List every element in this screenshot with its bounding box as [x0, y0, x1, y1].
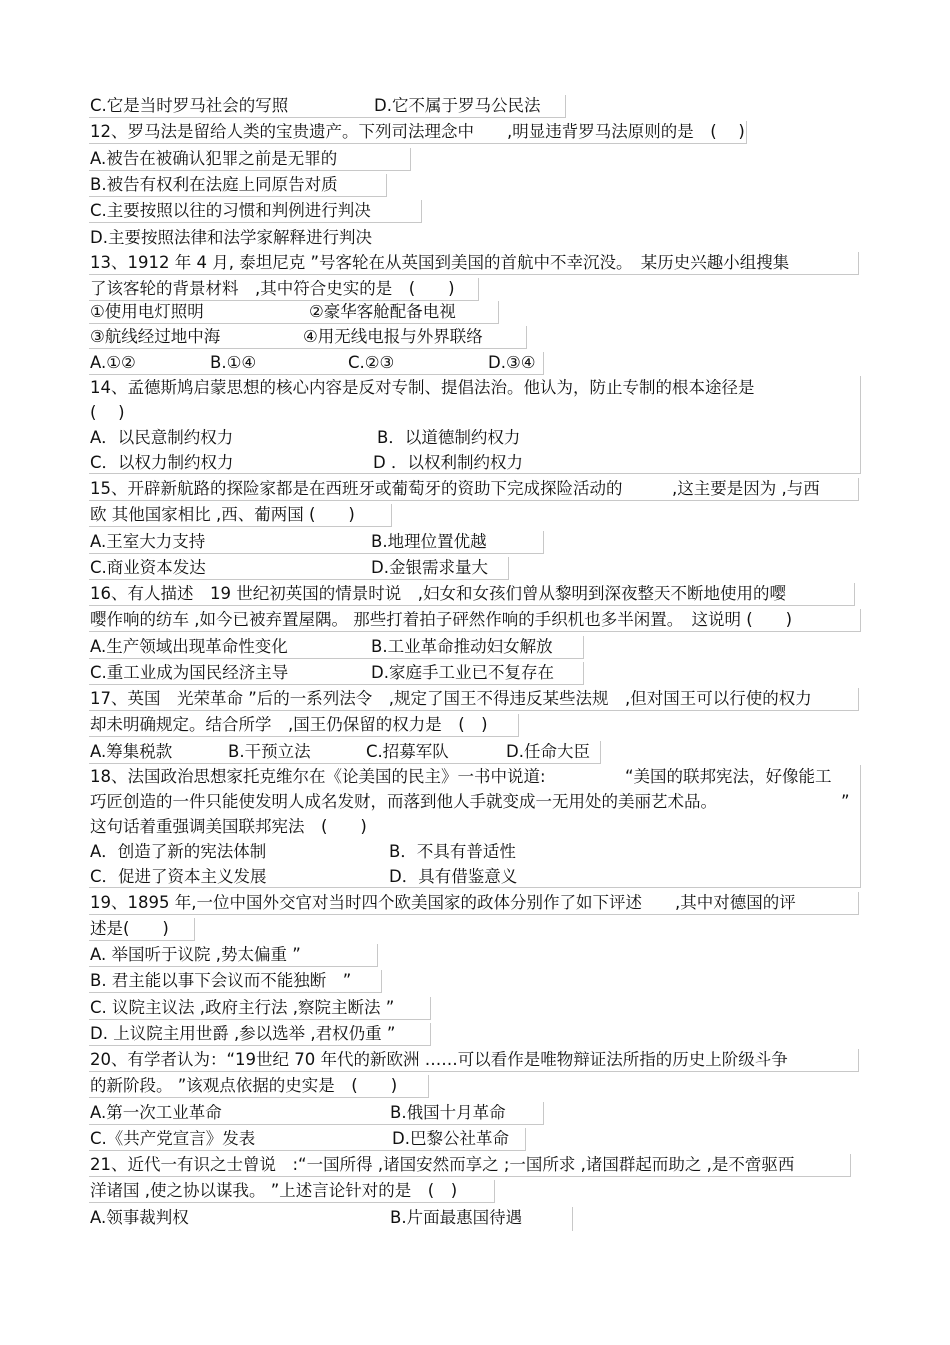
question-15-stem-line-2: 欧 其他国家相比 ,西、葡两国 ( ) — [89, 504, 392, 527]
question-17-stem-line-1: 17、英国 光荣革命 ”后的一系列法令 ,规定了国王不得违反某些法规 ,但对国王可以行使的权力 — [89, 688, 859, 711]
question-19-option-d: D. 上议院主用世爵 ,参以选举 ,君权仍重 ” — [89, 1023, 431, 1046]
question-16-options-ab — [89, 636, 584, 659]
option-d: D.它不属于罗马公民法 — [374, 96, 541, 115]
question-12-stem: 12、罗马法是留给人类的宝贵遗产。下列司法理念中 ,明显违背罗马法原则的是 ( ) — [89, 121, 747, 144]
option-c: C.招募军队 — [366, 742, 449, 761]
question-13-items-3-4 — [89, 326, 527, 349]
question-16-stem-line-1: 16、有人描述 19 世纪初英国的情景时说 ,妇女和女孩们曾从黎明到深夜整天不断地使用的嘤 — [89, 583, 855, 606]
option-b: B.地理位置优越 — [371, 532, 487, 551]
option-c: C.②③ — [348, 353, 395, 372]
stem-part-1: 18、法国政治思想家托克维尔在《论美国的民主》一书中说道: — [90, 767, 546, 786]
option-d: D.家庭手工业已不复存在 — [371, 663, 554, 682]
question-14-stem-line-2: ( ) — [90, 403, 125, 422]
question-15-options-cd — [89, 557, 509, 580]
q11-options-cd — [89, 95, 566, 118]
option-d: D.巴黎公社革命 — [392, 1129, 509, 1148]
question-16-options-cd — [89, 662, 584, 685]
option-a: A.筹集税款 — [90, 742, 173, 761]
item-2: ②豪华客舱配备电视 — [309, 302, 456, 321]
option-c: C.《共产党宣言》发表 — [90, 1129, 256, 1148]
option-b: B.①④ — [210, 353, 257, 372]
question-20-stem-line-1: 20、有学者认为：“19世纪 70 年代的新欧洲 ……可以看作是唯物辩证法所指的历史上阶级斗争 — [89, 1049, 859, 1072]
option-d: D．具有借鉴意义 — [389, 867, 518, 886]
question-13-options — [89, 352, 544, 375]
item-3: ③航线经过地中海 — [90, 327, 221, 346]
option-d: D ．以权利制约权力 — [373, 453, 523, 472]
option-a: A.第一次工业革命 — [90, 1103, 222, 1122]
question-19-stem-line-2: 述是( ) — [89, 918, 195, 941]
option-d: D.任命大臣 — [506, 742, 590, 761]
question-13-stem-line-2: 了该客轮的背景材料 ,其中符合史实的是 ( ) — [89, 278, 479, 301]
stem-part-1: 巧匠创造的一件只能使发明人成名发财，而落到他人手就变成一无用处的美丽艺术品。 — [90, 792, 717, 811]
question-21-stem-line-1: 21、近代一有识之士曾说 :“一国所得 ,诸国安然而享之 ;一国所求 ,诸国群起而助之 ,是不啻驱西 — [89, 1154, 851, 1177]
option-d: D.③④ — [488, 353, 536, 372]
option-c: C.商业资本发达 — [90, 558, 206, 577]
question-20-stem-line-2: 的新阶段。 ”该观点依据的史实是 ( ) — [89, 1075, 429, 1098]
option-b: B.干预立法 — [228, 742, 311, 761]
option-a: A.领事裁判权 — [90, 1208, 189, 1227]
option-c: C．以权力制约权力 — [90, 453, 234, 472]
question-21-options-ab — [89, 1207, 573, 1231]
option-b: B.片面最惠国待遇 — [390, 1208, 523, 1227]
option-a: A．创造了新的宪法体制 — [90, 842, 267, 861]
question-13-stem-line-1: 13、1912 年 4 月, 泰坦尼克 ”号客轮在从英国到美国的首航中不幸沉没。 某历史兴趣小组搜集 — [89, 252, 859, 275]
option-c: C．促进了资本主义发展 — [90, 867, 267, 886]
option-d: D.金银需求量大 — [371, 558, 488, 577]
option-b: B.俄国十月革命 — [390, 1103, 506, 1122]
question-12-option-c: C.主要按照以往的习惯和判例进行判决 — [89, 200, 422, 223]
stem-part-2: ” — [841, 792, 850, 811]
item-1: ①使用电灯照明 — [90, 302, 204, 321]
item-4: ④用无线电报与外界联络 — [303, 327, 483, 346]
question-20-options-cd — [89, 1128, 526, 1151]
question-15-stem-line-1: 15、开辟新航路的探险家都是在西班牙或葡萄牙的资助下完成探险活动的 ,这主要是因为 ,与西 — [89, 478, 859, 501]
question-19-option-a: A. 举国听于议院 ,势太偏重 ” — [89, 944, 378, 967]
option-a: A.生产领域出现革命性变化 — [90, 637, 288, 656]
option-b: B．不具有普适性 — [389, 842, 516, 861]
question-15-options-ab — [89, 531, 544, 554]
question-12-option-a: A.被告在被确认犯罪之前是无罪的 — [89, 148, 411, 171]
question-18-frame — [89, 765, 861, 888]
question-19-option-b: B. 君主能以事下会议而不能独断 ” — [89, 970, 382, 993]
question-19-option-c: C. 议院主议法 ,政府主行法 ,察院主断法 ” — [89, 997, 431, 1020]
question-17-stem-line-2: 却未明确规定。结合所学 ,国王仍保留的权力是 ( ) — [89, 714, 519, 737]
question-12-option-d: D.主要按照法律和法学家解释进行判决 — [90, 228, 372, 247]
question-19-stem-line-1: 19、1895 年,一位中国外交官对当时四个欧美国家的政体分别作了如下评述 ,其中对德国的评 — [89, 892, 859, 915]
stem-part-2: “美国的联邦宪法，好像能工 — [625, 767, 832, 786]
option-b: B.工业革命推动妇女解放 — [371, 637, 553, 656]
option-c: C.它是当时罗马社会的写照 — [90, 96, 289, 115]
question-18-stem-line-3: 这句话着重强调美国联邦宪法 ( ) — [90, 817, 367, 836]
question-14-stem-line-1: 14、孟德斯鸠启蒙思想的核心内容是反对专制、提倡法治。他认为，防止专制的根本途径是 — [90, 378, 755, 397]
question-12-option-b: B.被告有权利在法庭上同原告对质 — [89, 174, 387, 197]
question-16-stem-line-2: 嘤作响的纺车 ,如今已被弃置屋隅。 那些打着拍子砰然作响的手织机也多半闲置。 这说明 ( ) — [89, 609, 861, 632]
question-14-frame — [89, 376, 861, 474]
question-17-options — [89, 741, 601, 764]
question-21-stem-line-2: 洋诸国 ,使之协以谋我。 ”上述言论针对的是 ( ) — [89, 1180, 495, 1203]
option-a: A.①② — [90, 353, 136, 372]
option-a: A．以民意制约权力 — [90, 428, 234, 447]
option-a: A.王室大力支持 — [90, 532, 206, 551]
question-20-options-ab — [89, 1102, 544, 1125]
option-c: C.重工业成为国民经济主导 — [90, 663, 289, 682]
question-13-items-1-2 — [89, 301, 499, 324]
option-b: B．以道德制约权力 — [377, 428, 521, 447]
